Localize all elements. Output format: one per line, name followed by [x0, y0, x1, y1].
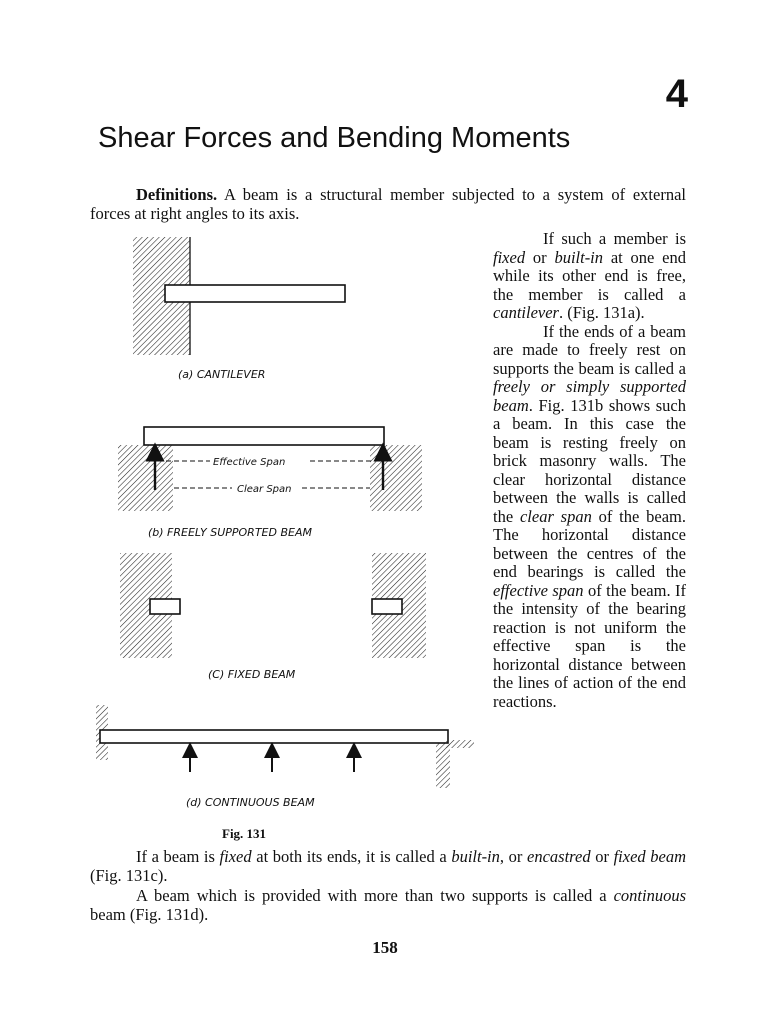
left-wall — [118, 445, 173, 511]
cantilever-diagram — [133, 237, 345, 381]
chapter-number: 4 — [665, 72, 688, 116]
label-clear-span: Clear Span — [237, 484, 292, 495]
figure-label: Fig. 131 — [222, 826, 267, 841]
chapter-title: Shear Forces and Bending Moments — [98, 122, 571, 154]
caption-fixed-beam: (C) FIXED BEAM — [208, 668, 296, 681]
caption-freely-supported: (b) FREELY SUPPORTED BEAM — [148, 526, 312, 539]
page-number: 158 — [372, 938, 398, 957]
definitions-heading: Definitions. — [136, 185, 218, 204]
cantilever-paragraph: If such a member is fixed or built-in at one end while its other end is free, the member is called a cantilever. (Fig. 131a). — [493, 229, 686, 322]
built-in-paragraph: If a beam is fixed at both its ends, it is called a built-in, or encastred or fixed beam (Fig. 131c). — [90, 847, 687, 885]
caption-continuous-beam: (d) CONTINUOUS BEAM — [186, 796, 315, 809]
supported-beam-paragraph: If the ends of a beam are made to freely rest on supports the beam is called a freely or simply supported beam. Fig. 131b shows such a beam. In this case the beam is resting freely on brick masonry walls. The clear horizontal distance between the walls is called the clear span of the beam. The horizontal distance between the centres of the end bearings is called the effective span of the beam. If the intensity of the bearing reaction is not uniform the effective span is the horizontal distance between the lines of action of the end reactions. — [493, 321, 686, 711]
fixed-beam-diagram — [120, 553, 426, 681]
right-wall — [370, 445, 422, 511]
beam — [100, 730, 448, 743]
label-effective-span: Effective Span — [213, 457, 286, 468]
beam — [165, 285, 345, 302]
left-beam-end — [150, 599, 180, 614]
continuous-paragraph: A beam which is provided with more than two supports is called a continuous beam (Fig. 131d). — [90, 886, 686, 924]
definitions-text: A beam is a structural member subjected to a system of external forces at right angles to its axis. — [90, 185, 686, 223]
right-beam-end — [372, 599, 402, 614]
freely-supported-diagram — [118, 427, 422, 539]
beam — [144, 427, 384, 445]
caption-cantilever: (a) CANTILEVER — [178, 368, 266, 381]
continuous-beam-diagram — [96, 705, 474, 809]
bottom-text — [90, 848, 686, 924]
